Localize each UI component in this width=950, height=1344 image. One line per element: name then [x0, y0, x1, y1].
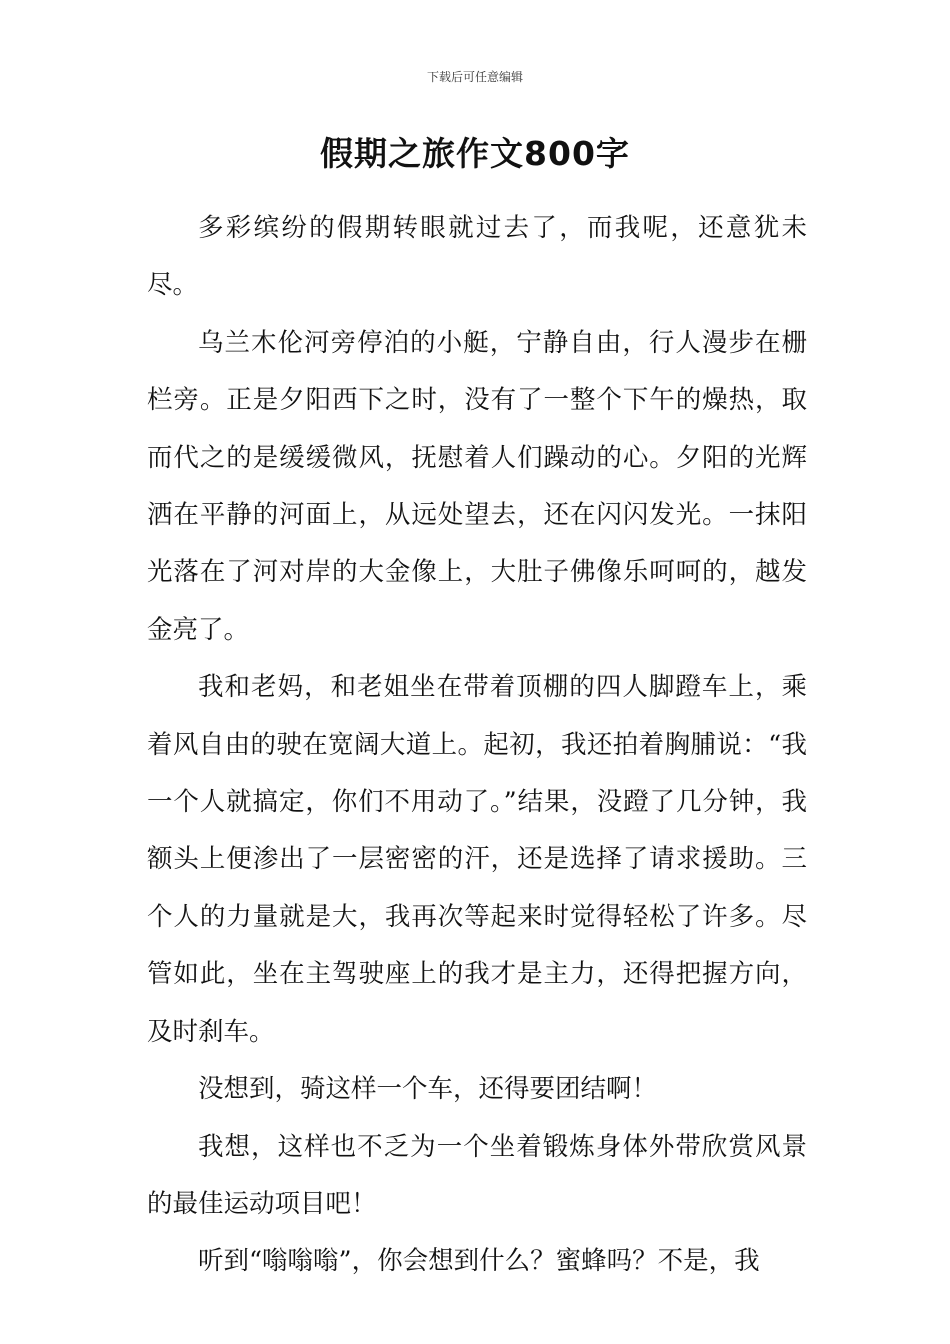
paragraph-6: 听到“嗡嗡嗡”，你会想到什么？蜜蜂吗？不是，我 [198, 1246, 760, 1277]
page-title: 假期之旅作文800字 [320, 134, 630, 173]
paragraph-1: 多彩缤纷的假期转眼就过去了，而我呢，还意犹未尽。 [147, 213, 807, 301]
header-note: 下载后可任意编辑 [426, 70, 523, 84]
paragraph-3: 我和老妈，和老姐坐在带着顶棚的四人脚蹬车上，乘着风自由的驶在宽阔大道上。起初，我还拍着胸脯说：“我一个人就搞定，你们不用动了。”结果，没蹬了几分钟，我额头上便渗出了一层密密的汗，还是选择了请求援助。三个人的力量就是大，我再次等起来时觉得轻松了许多。尽管如此，坐在主驾驶座上的我才是主力，还得把握方向，及时刹车。 [147, 672, 807, 1047]
paragraph-5: 我想，这样也不乏为一个坐着锻炼身体外带欣赏风景的最佳运动项目吧！ [147, 1131, 807, 1219]
article-body [147, 200, 807, 1291]
paragraph-4: 没想到，骑这样一个车，还得要团结啊！ [198, 1074, 658, 1105]
paragraph-2: 乌兰木伦河旁停泊的小艇，宁静自由，行人漫步在栅栏旁。正是夕阳西下之时，没有了一整个下午的燥热，取而代之的是缓缓微风，抚慰着人们躁动的心。夕阳的光辉洒在平静的河面上，从远处望去，还在闪闪发光。一抹阳光落在了河对岸的大金像上，大肚子佛像乐呵呵的，越发金亮了。 [147, 327, 807, 645]
